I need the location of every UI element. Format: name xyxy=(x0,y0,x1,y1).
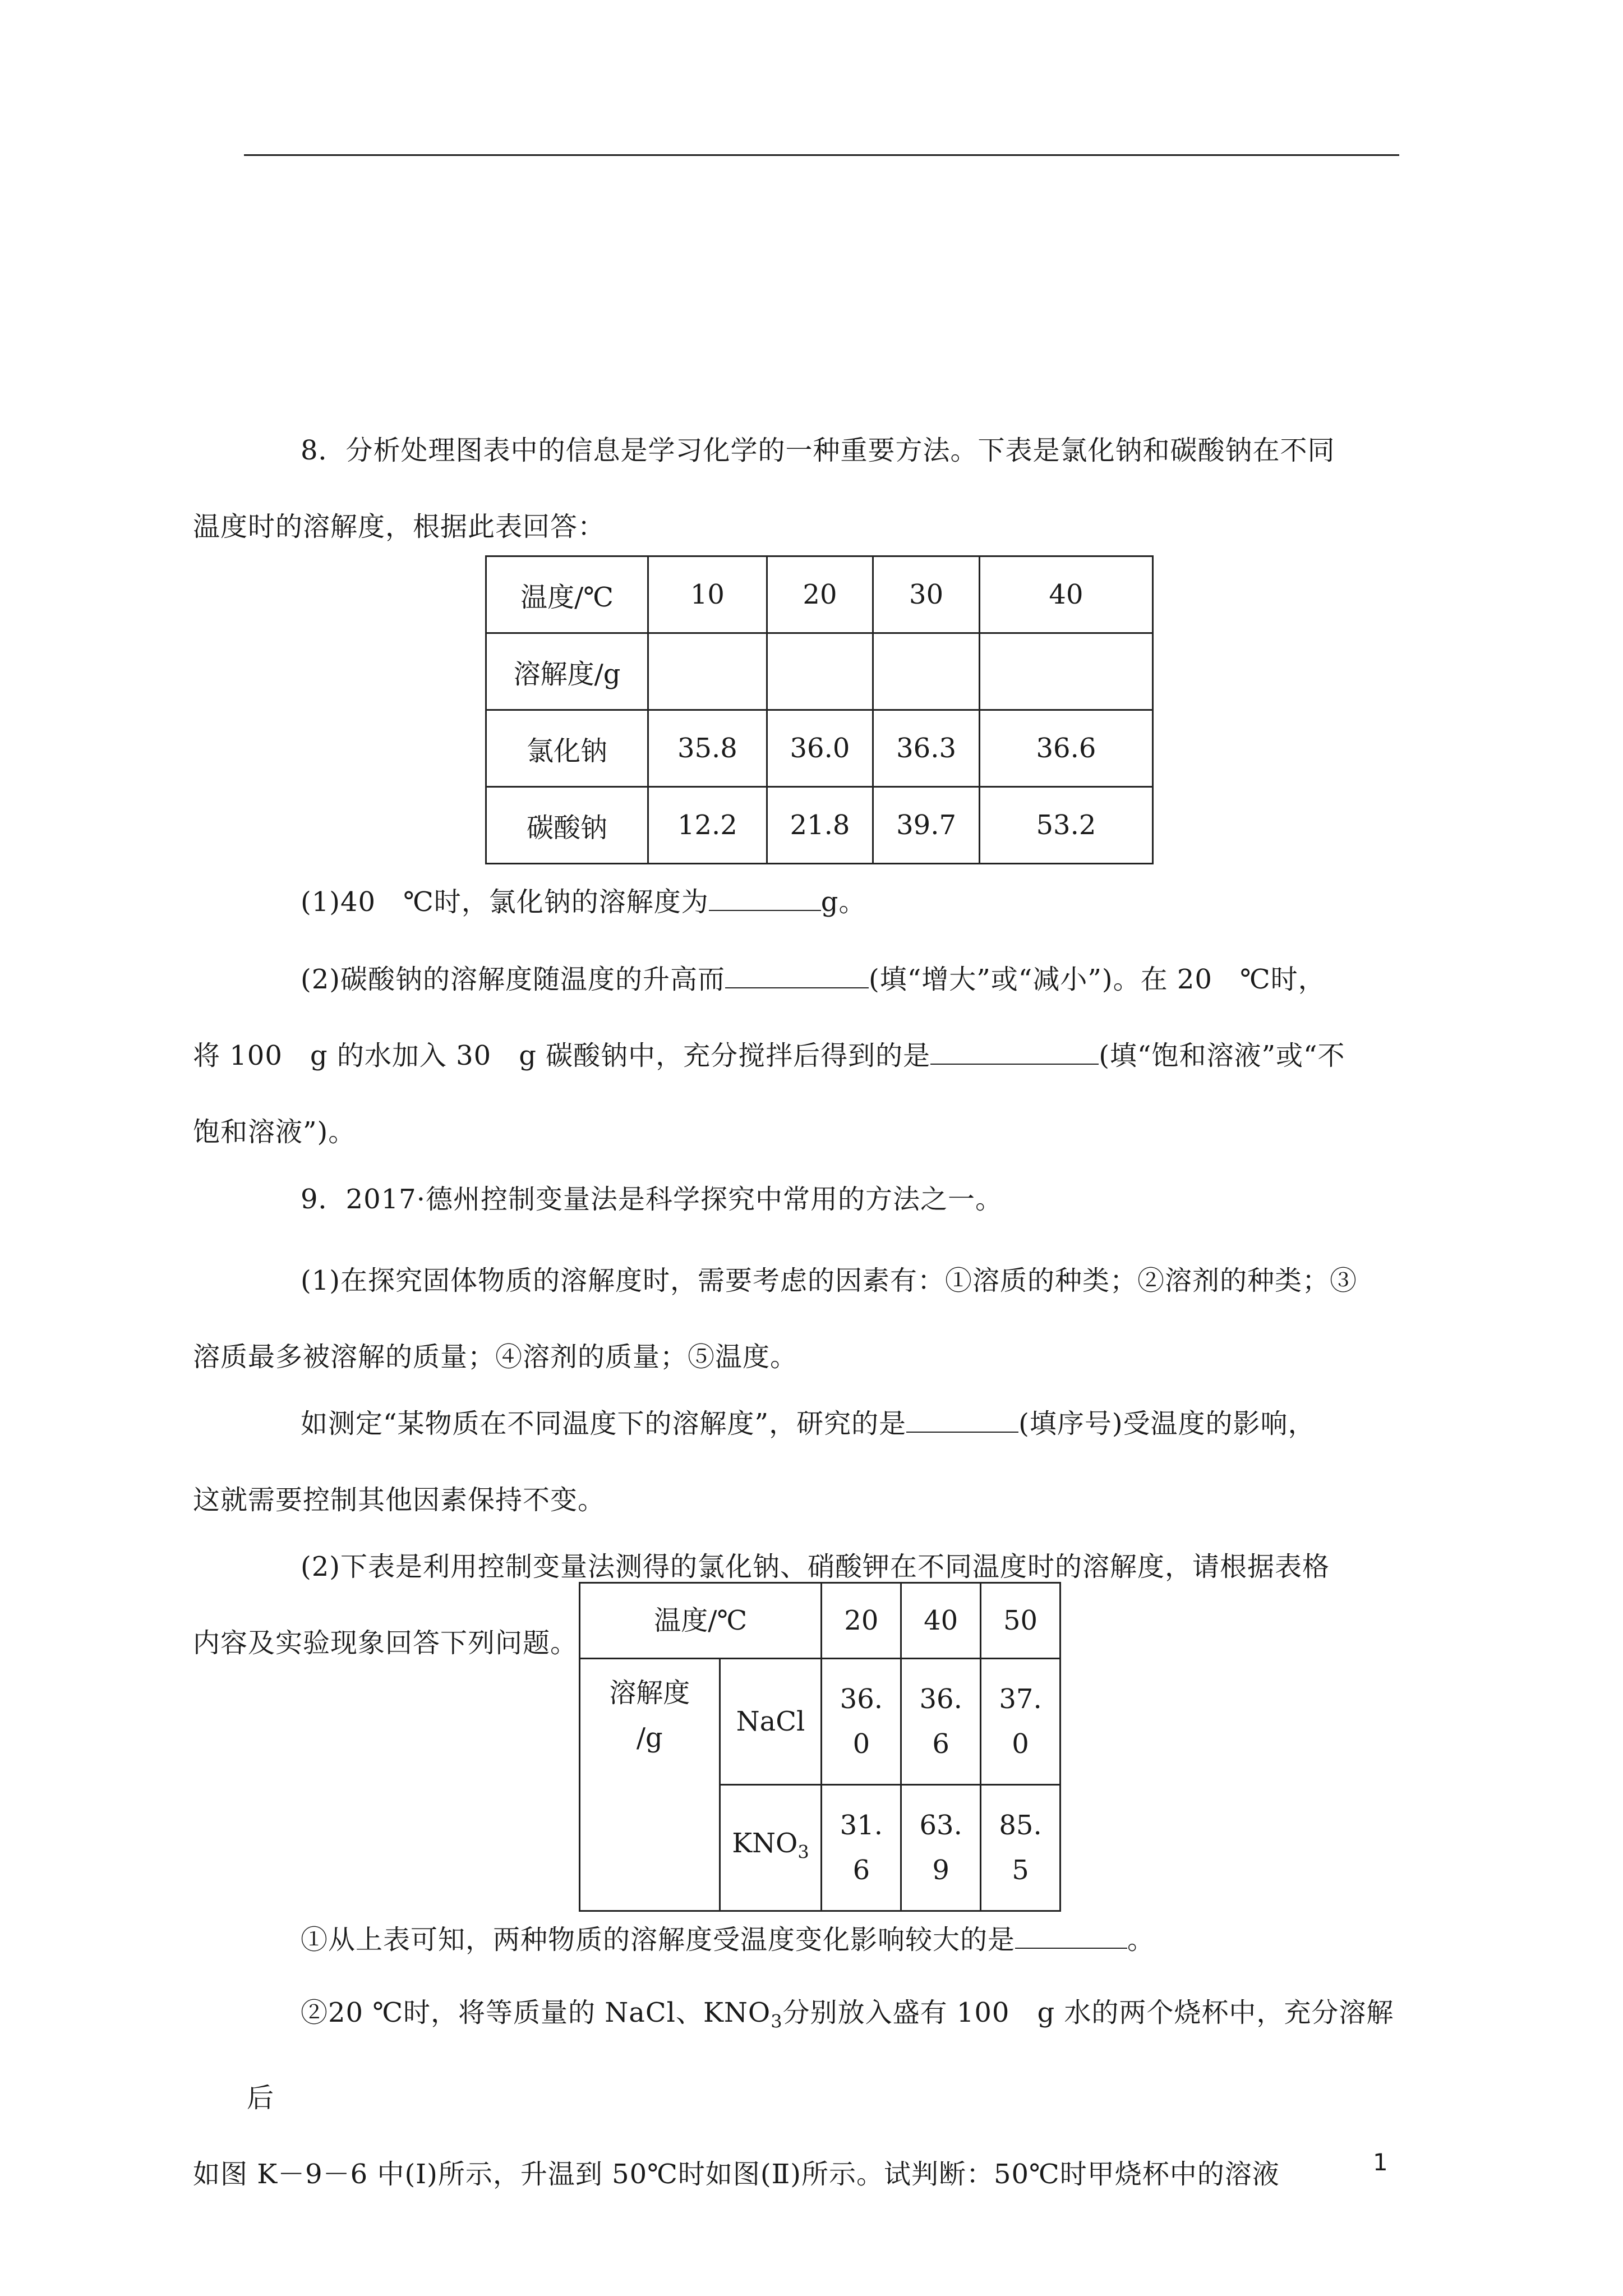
value-part: 9 xyxy=(932,1855,949,1886)
q9-followup-text: 如测定“某物质在不同温度下的溶解度”，研究的是 xyxy=(301,1408,907,1439)
q8-solubility-table xyxy=(485,555,1154,864)
table-cell xyxy=(767,633,873,710)
q8-part1-text: (1)40 ℃时，氯化钠的溶解度为 xyxy=(301,886,709,918)
q9-title xyxy=(247,1161,1402,1237)
solubility-unit: /g xyxy=(636,1722,663,1754)
subscript: 3 xyxy=(771,2010,783,2032)
q9-part1 xyxy=(193,1243,1402,1395)
q9-part1-text: (1)在探究固体物质的溶解度时，需要考虑的因素有：①溶质的种类；②溶剂的种类；③ xyxy=(301,1265,1357,1296)
q8-intro xyxy=(193,412,1402,565)
kno3-subscript: 3 xyxy=(797,1841,809,1863)
q8-part2-text: (填“增大”或“减小”)。在 20 ℃时， xyxy=(869,964,1326,995)
table-cell: 36.3 xyxy=(873,710,980,787)
table-row xyxy=(486,710,1153,787)
solubility-label: 溶解度 xyxy=(609,1677,690,1709)
table-cell xyxy=(981,1659,1061,1785)
header-rule xyxy=(244,154,1399,156)
table-cell: 21.8 xyxy=(767,787,873,864)
q9-part2-2-text: ②20 ℃时，将等质量的 NaCl、KNO xyxy=(301,1997,771,2028)
answer-blank xyxy=(906,1406,1018,1433)
table-row xyxy=(486,556,1153,633)
table-row xyxy=(580,1583,1061,1659)
table-cell xyxy=(981,1785,1061,1911)
table-cell: 53.2 xyxy=(979,787,1152,864)
table-cell xyxy=(901,1785,981,1911)
table-cell xyxy=(822,1659,901,1785)
value-part: 6 xyxy=(932,1728,949,1760)
table-header-cell: 30 xyxy=(873,556,980,633)
table-cell: 碳酸钠 xyxy=(486,787,648,864)
table-cell: 12.2 xyxy=(648,787,767,864)
value-part: 85. xyxy=(999,1810,1042,1841)
q8-intro-line2: 温度时的溶解度，根据此表回答： xyxy=(193,511,606,542)
value-part: 37. xyxy=(999,1683,1042,1715)
q8-intro-line1: 8．分析处理图表中的信息是学习化学的一种重要方法。下表是氯化钠和碳酸钠在不同 xyxy=(301,435,1335,466)
solubility-label-cell xyxy=(580,1659,720,1911)
table-cell xyxy=(648,633,767,710)
table-header-cell: 50 xyxy=(981,1583,1061,1659)
table-cell: 39.7 xyxy=(873,787,980,864)
table-header-cell: 10 xyxy=(648,556,767,633)
table-cell: NaCl xyxy=(720,1659,822,1785)
q9-solubility-table xyxy=(579,1582,1061,1912)
table-header-cell: 温度/℃ xyxy=(580,1583,822,1659)
q9-part2-2 xyxy=(193,1975,1402,2212)
table-cell xyxy=(873,633,980,710)
table-cell: 氯化钠 xyxy=(486,710,648,787)
answer-blank xyxy=(725,961,869,988)
q9-part2-2-text: 分别放入盛有 100 g 水的两个烧杯中，充分溶解后 xyxy=(247,1997,1394,2114)
value-part: 36. xyxy=(919,1683,962,1715)
q9-part2-2-text: 如图 K－9－6 中(Ⅰ)所示，升温到 50℃时如图(Ⅱ)所示。试判断：50℃时甲烧杯中的溶液 xyxy=(193,2158,1280,2190)
table-row xyxy=(486,633,1153,710)
q9-title-text: 9．2017·德州控制变量法是科学探究中常用的方法之一。 xyxy=(301,1184,1003,1215)
q8-part1-unit: g。 xyxy=(820,886,866,918)
q8-part2-text: (2)碳酸钠的溶解度随温度的升高而 xyxy=(301,964,725,995)
q9-part2-1-text: ①从上表可知，两种物质的溶解度受温度变化影响较大的是 xyxy=(301,1924,1016,1955)
q8-part1 xyxy=(247,864,1402,940)
value-part: 0 xyxy=(1012,1728,1029,1760)
kno3-name: KNO xyxy=(732,1828,798,1860)
q9-part1-followup xyxy=(193,1386,1402,1538)
q9-part2-text: 内容及实验现象回答下列问题。 xyxy=(193,1627,578,1659)
q9-part2-1-text: 。 xyxy=(1127,1924,1155,1955)
answer-blank xyxy=(930,1038,1099,1065)
table-cell: 36.6 xyxy=(979,710,1152,787)
table-cell: 溶解度/g xyxy=(486,633,648,710)
q9-followup-text: (填序号)受温度的影响， xyxy=(1018,1408,1316,1439)
value-part: 0 xyxy=(852,1728,870,1760)
value-part: 63. xyxy=(919,1810,962,1841)
table-header-cell: 40 xyxy=(979,556,1152,633)
table-header-cell: 40 xyxy=(901,1583,981,1659)
q8-part2-text: 饱和溶液”)。 xyxy=(193,1116,356,1148)
table-cell xyxy=(822,1785,901,1911)
answer-blank xyxy=(709,884,821,911)
q8-part2-text: (填“饱和溶液”或“不 xyxy=(1099,1040,1345,1071)
table-cell: 36.0 xyxy=(767,710,873,787)
table-row xyxy=(580,1659,1061,1785)
table-header-cell: 温度/℃ xyxy=(486,556,648,633)
q9-followup-text: 这就需要控制其他因素保持不变。 xyxy=(193,1484,606,1516)
q8-part2-text: 将 100 g 的水加入 30 g 碳酸钠中，充分搅拌后得到的是 xyxy=(193,1040,931,1071)
table-header-cell: 20 xyxy=(822,1583,901,1659)
answer-blank xyxy=(1015,1922,1127,1949)
table-header-cell: 20 xyxy=(767,556,873,633)
table-row xyxy=(486,787,1153,864)
table-cell: 35.8 xyxy=(648,710,767,787)
value-part: 5 xyxy=(1012,1855,1029,1886)
q9-part1-text: 溶质最多被溶解的质量；④溶剂的质量；⑤温度。 xyxy=(193,1341,798,1373)
table-cell xyxy=(979,633,1152,710)
value-part: 6 xyxy=(852,1855,870,1886)
page-number: 1 xyxy=(1373,2148,1388,2176)
q8-part2 xyxy=(193,941,1402,1170)
value-part: 31. xyxy=(840,1810,883,1841)
q9-part2-text: (2)下表是利用控制变量法测得的氯化钠、硝酸钾在不同温度时的溶解度，请根据表格 xyxy=(301,1551,1330,1582)
table-cell xyxy=(720,1785,822,1911)
table-cell xyxy=(901,1659,981,1785)
q9-part2-1 xyxy=(247,1902,1402,1978)
value-part: 36. xyxy=(840,1683,883,1715)
